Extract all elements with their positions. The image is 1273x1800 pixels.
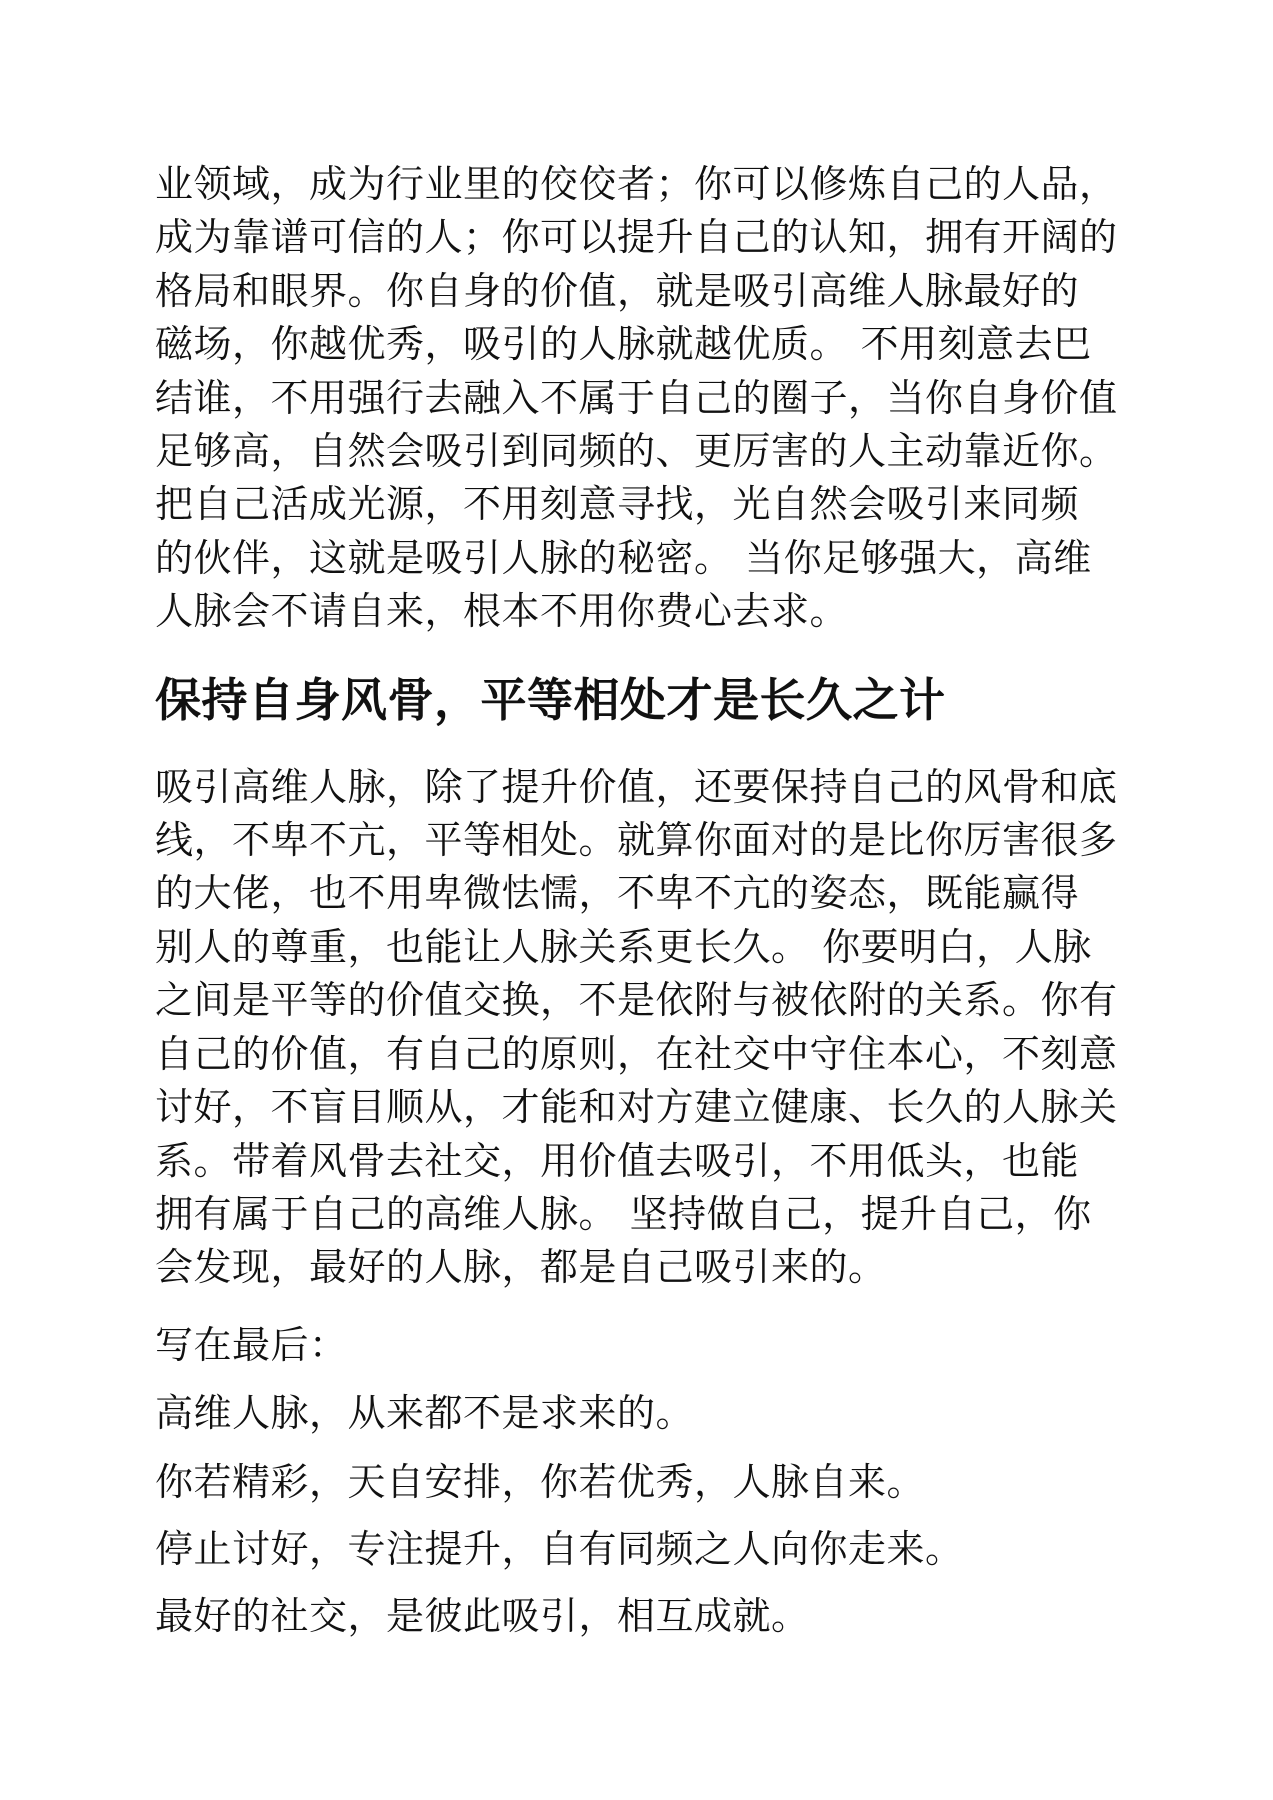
text-line: 吸引高维人脉，除了提升价值，还要保持自己的风骨和底: [155, 764, 1118, 809]
paragraph-value-attraction: [155, 158, 1118, 639]
closing-line: 你若精彩，天自安排，你若优秀，人脉自来。: [155, 1459, 926, 1504]
closing-label: 写在最后：: [155, 1322, 348, 1367]
text-line: 线，不卑不亢，平等相处。就算你面对的是比你厉害很多: [155, 818, 1118, 863]
text-line: 之间是平等的价值交换，不是依附与被依附的关系。你有: [155, 978, 1118, 1023]
text-line: 讨好，不盲目顺从，才能和对方建立健康、长久的人脉关: [155, 1085, 1118, 1130]
text-line: 拥有属于自己的高维人脉。 坚持做自己，提升自己，你: [155, 1191, 1092, 1236]
text-line: 成为靠谱可信的人；你可以提升自己的认知，拥有开阔的: [155, 215, 1118, 260]
document-page: [155, 158, 1118, 1643]
text-line: 的伙伴，这就是吸引人脉的秘密。 当你足够强大，高维: [155, 535, 1092, 580]
paragraph-equal-footing: [155, 761, 1118, 1295]
text-line: 格局和眼界。你自身的价值，就是吸引高维人脉最好的: [155, 268, 1080, 313]
text-line: 会发现，最好的人脉，都是自己吸引来的。: [155, 1245, 887, 1290]
text-line: 自己的价值，有自己的原则，在社交中守住本心，不刻意: [155, 1031, 1118, 1076]
text-line: 业领域，成为行业里的佼佼者；你可以修炼自己的人品，: [155, 162, 1118, 206]
text-line: 把自己活成光源，不用刻意寻找，光自然会吸引来同频: [155, 482, 1080, 527]
text-line: 系。带着风骨去社交，用价值去吸引，不用低头，也能: [155, 1138, 1080, 1183]
closing-line: 最好的社交，是彼此吸引，相互成就。: [155, 1593, 810, 1638]
closing-line: 高维人脉，从来都不是求来的。: [155, 1390, 695, 1435]
text-line: 别人的尊重，也能让人脉关系更长久。 你要明白，人脉: [155, 924, 1092, 969]
text-line: 磁场，你越优秀，吸引的人脉就越优质。 不用刻意去巴: [155, 322, 1092, 367]
closing-line: 停止讨好，专注提升，自有同频之人向你走来。: [155, 1526, 964, 1571]
text-line: 结谁，不用强行去融入不属于自己的圈子，当你自身价值: [155, 375, 1118, 420]
text-line: 足够高，自然会吸引到同频的、更厉害的人主动靠近你。: [155, 429, 1118, 474]
text-line: 人脉会不请自来，根本不用你费心去求。: [155, 589, 849, 634]
section-heading: 保持自身风骨，平等相处才是长久之计: [155, 672, 946, 727]
text-line: 的大佬，也不用卑微怯懦，不卑不亢的姿态，既能赢得: [155, 871, 1080, 916]
